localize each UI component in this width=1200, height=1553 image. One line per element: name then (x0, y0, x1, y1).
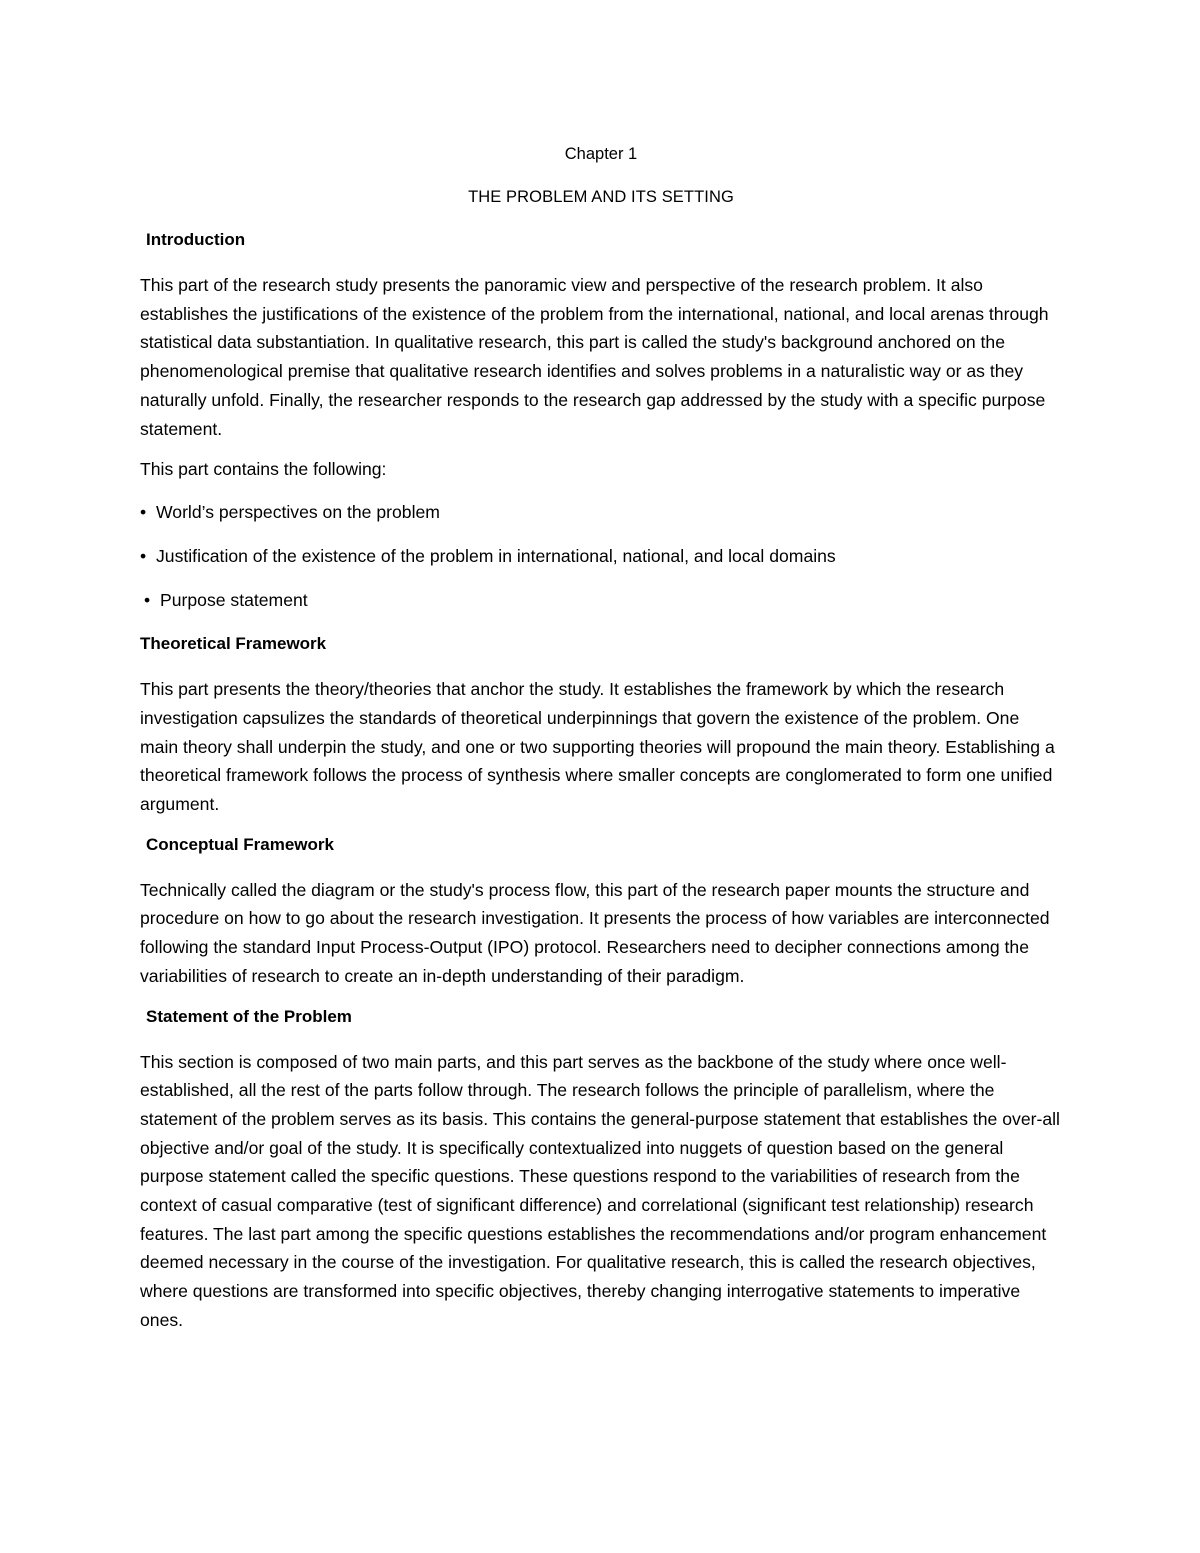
section-heading-statement-of-the-problem: Statement of the Problem (146, 1006, 352, 1026)
bullet-icon: • (140, 546, 147, 567)
section-heading-theoretical-framework: Theoretical Framework (140, 634, 327, 654)
section-heading-conceptual-framework: Conceptual Framework (146, 834, 334, 854)
list-item-text: World’s perspectives on the problem (156, 502, 440, 523)
list-item-text: Purpose statement (160, 590, 308, 611)
introduction-paragraph: This part of the research study presents the panoramic view and perspective of the research problem. It also establishes the justifications of the existence of the problem from the international, national, and local arenas through statistical data substantiation. In qualitative research, this part is called the study's background anchored on the phenomenological premise that qualitative research identifies and solves problems in a naturalistic way or as they naturally unfold. Finally, the researcher responds to the research gap addressed by the study with a specific purpose statement. (140, 275, 1049, 439)
document-page (140, 142, 1062, 1349)
list-lead: This part contains the following: (140, 459, 387, 480)
statement-of-the-problem-paragraph: This section is composed of two main parts, and this part serves as the backbone of the study where once well-established, all the rest of the parts follow through. The research follows the principle of parallelism, where the statement of the problem serves as its basis. This contains the general-purpose statement that establishes the over-all objective and/or goal of the study. It is specifically contextualized into nuggets of question based on the general purpose statement called the specific questions. These questions respond to the variabilities of research from the context of casual comparative (test of significant difference) and correlational (significant test relationship) research features. The last part among the specific questions establishes the recommendations and/or program enhancement deemed necessary in the course of the investigation. For qualitative research, this is called the research objectives, where questions are transformed into specific objectives, thereby changing interrogative statements to imperative ones. (140, 1051, 1060, 1330)
list-item (140, 500, 1062, 524)
conceptual-framework-paragraph: Technically called the diagram or the study's process flow, this part of the research paper mounts the structure and procedure on how to go about the research investigation. It presents the process of how variables are interconnected following the standard Input Process-Output (IPO) protocol. Researchers need to decipher connections among the variabilities of research to create an in-depth understanding of their paradigm. (140, 879, 1050, 986)
theoretical-framework-paragraph: This part presents the theory/theories that anchor the study. It establishes the framework by which the research investigation capsulizes the standards of theoretical underpinnings that govern the existence of the problem. One main theory shall underpin the study, and one or two supporting theories will propound the main theory. Establishing a theoretical framework follows the process of synthesis where smaller concepts are conglomerated to form one unified argument. (140, 679, 1055, 815)
list-item-text: Justification of the existence of the problem in international, national, and local domains (156, 546, 836, 567)
list-item (140, 588, 1062, 612)
chapter-number: Chapter 1 (564, 145, 638, 163)
section-heading-introduction: Introduction (146, 230, 246, 249)
chapter-title: THE PROBLEM AND ITS SETTING (468, 188, 734, 206)
bullet-icon: • (144, 590, 151, 611)
bullet-icon: • (140, 502, 147, 523)
list-item (140, 544, 1062, 568)
